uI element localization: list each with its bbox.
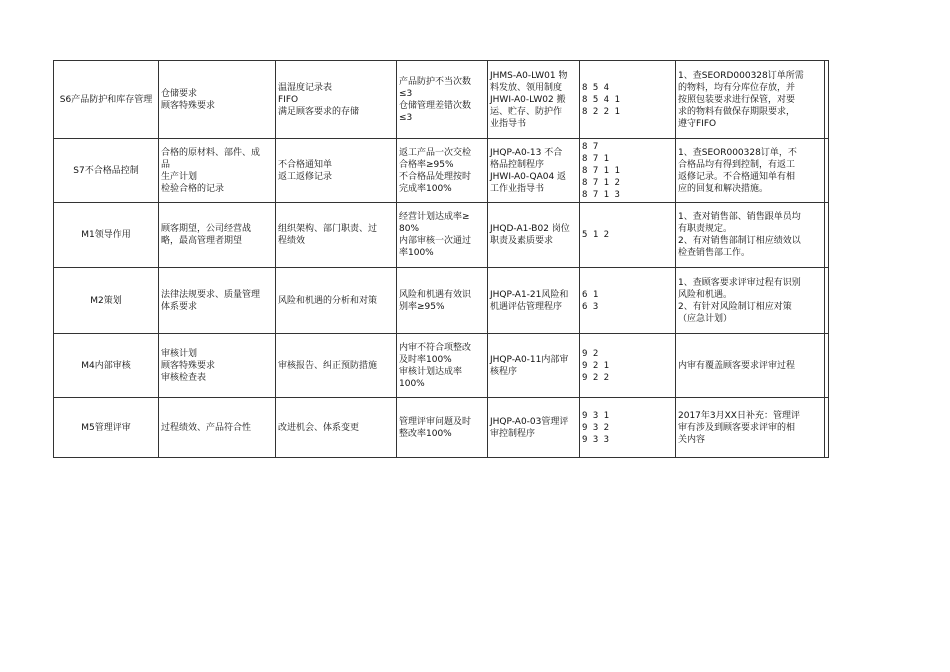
cell-line: 检查销售部工作。 (678, 248, 751, 258)
cell-line: 不合格通知单 (278, 159, 333, 170)
cell-line: JHWI-A0-LW02 搬 (490, 94, 566, 105)
cell-line: 应的回复和解决措施。 (678, 183, 769, 194)
documents-cell (488, 203, 580, 268)
cell-line: 9 3 2 (582, 422, 610, 433)
cell-line: 9 3 3 (582, 434, 610, 445)
clauses-cell (580, 61, 676, 139)
cell-line: 遵守FIFO (678, 118, 717, 129)
remark-cell (825, 203, 829, 268)
cell-line: 顾客特殊要求 (161, 100, 216, 111)
cell-line: 求的物料有做保存期限要求， (678, 106, 796, 117)
cell-line: 别率≥95% (399, 301, 445, 312)
table-row (54, 334, 829, 398)
table-row (54, 139, 829, 203)
cell-line: 8 7 1 1 (582, 165, 620, 176)
cell-line: 核程序 (490, 366, 518, 377)
findings-cell (676, 139, 825, 203)
cell-line: 8 2 2 1 (582, 106, 620, 117)
cell-line: 2、有对销售部制订相应绩效以 (678, 236, 801, 246)
cell-line: 6 3 (582, 301, 599, 312)
cell-line: 8 5 4 1 (582, 94, 620, 105)
cell-line: 职责及素质要求 (490, 236, 554, 246)
cell-line: 仓储要求 (161, 88, 198, 99)
cell-line: 不合格品处理按时 (399, 171, 472, 182)
cell-line: JHWI-A0-QA04 返 (490, 171, 567, 182)
cell-line: 品 (161, 159, 171, 170)
cell-line: 法律法规要求、质量管理 (161, 289, 261, 300)
cell-line: 审核计划 (161, 348, 198, 359)
cell-line: 100% (399, 378, 425, 389)
process-cell: M1领导作用 (54, 203, 159, 268)
cell-line: 返工返修记录 (278, 171, 333, 182)
outputs-cell (276, 203, 397, 268)
cell-line: 审有涉及到顾客要求评审的相 (678, 422, 796, 433)
process-cell: M5管理评审 (54, 398, 159, 458)
table-row (54, 61, 829, 139)
cell-line: 1、查SEOR000328订单，不 (678, 147, 797, 158)
inputs-cell (159, 203, 276, 268)
inputs-cell (159, 268, 276, 334)
findings-cell (676, 61, 825, 139)
kpi-cell (397, 268, 488, 334)
clauses-cell (580, 398, 676, 458)
cell-line: 运、贮存、防护作 (490, 106, 563, 117)
cell-line: 仓储管理差错次数 (399, 100, 472, 111)
clauses-cell (580, 334, 676, 398)
cell-line: JHMS-A0-LW01 物 (490, 70, 568, 81)
cell-line: 审控制程序 (490, 428, 536, 439)
inputs-cell (159, 61, 276, 139)
findings-cell (676, 203, 825, 268)
cell-line: 风险和机遇的分析和对策 (278, 295, 378, 306)
audit-checklist-sheet (53, 60, 829, 458)
cell-line: 整改率100% (399, 428, 452, 439)
cell-line: JHQP-A0-03管理评 (490, 416, 569, 427)
process-cell: S7不合格品控制 (54, 139, 159, 203)
cell-line: 1、查对销售部、销售跟单员均 (678, 212, 801, 222)
cell-line: 5 1 2 (582, 230, 610, 240)
clauses-cell (580, 268, 676, 334)
cell-line: 改进机会、体系变更 (278, 422, 360, 433)
cell-line: 8 5 4 (582, 82, 610, 93)
documents-cell (488, 139, 580, 203)
cell-line: 工作业指导书 (490, 183, 545, 194)
inputs-cell (159, 139, 276, 203)
cell-line: 合格品均有得到控制，有返工 (678, 159, 796, 170)
cell-line: 产品防护不当次数 (399, 76, 472, 87)
cell-line: 9 2 (582, 348, 599, 359)
cell-line: 内审有覆盖顾客要求评审过程 (678, 360, 796, 371)
cell-line: 风险和机遇有效识 (399, 289, 472, 300)
cell-line: 率100% (399, 248, 434, 258)
clauses-cell (580, 203, 676, 268)
cell-line: ≤3 (399, 112, 413, 123)
cell-line: 6 1 (582, 289, 599, 300)
cell-line: JHQP-A1-21风险和 (490, 289, 569, 300)
cell-line: 业指导书 (490, 118, 527, 129)
cell-line: 温湿度记录表 (278, 82, 333, 93)
cell-line: 8 7 (582, 141, 599, 152)
cell-line: 检验合格的记录 (161, 183, 225, 194)
cell-line: FIFO (278, 94, 299, 105)
cell-line: 机遇评估管理程序 (490, 301, 563, 312)
process-cell: M2策划 (54, 268, 159, 334)
cell-line: 关内容 (678, 434, 706, 445)
cell-line: 体系要求 (161, 301, 198, 312)
cell-line: 返修记录。不合格通知单有相 (678, 171, 796, 182)
inputs-cell (159, 398, 276, 458)
clauses-cell (580, 139, 676, 203)
cell-line: 审核计划达成率 (399, 366, 463, 377)
cell-line: 1、查SEORD000328订单所需 (678, 70, 804, 81)
cell-line: 80% (399, 224, 420, 234)
cell-line: 料发放、领用制度 (490, 82, 563, 93)
cell-line: 经营计划达成率≥ (399, 212, 470, 222)
cell-line: 顾客期望，公司经营战 (161, 224, 252, 234)
outputs-cell (276, 268, 397, 334)
cell-line: JHQD-A1-B02 岗位 (490, 224, 570, 234)
cell-line: 9 3 1 (582, 410, 610, 421)
cell-line: JHQP-A0-11内部审 (490, 354, 569, 365)
remark-cell (825, 268, 829, 334)
cell-line: 内审不符合项整改 (399, 342, 472, 353)
cell-line: 组织架构、部门职责、过 (278, 224, 378, 234)
documents-cell (488, 398, 580, 458)
cell-line: 按照包装要求进行保管，对要 (678, 94, 796, 105)
cell-line: 8 7 1 3 (582, 189, 620, 200)
inputs-cell (159, 334, 276, 398)
kpi-cell (397, 139, 488, 203)
audit-checklist-table (53, 60, 829, 458)
findings-cell (676, 334, 825, 398)
cell-line: 合格率≥95% (399, 159, 454, 170)
kpi-cell (397, 398, 488, 458)
table-row (54, 268, 829, 334)
cell-line: 的物料，均有分库位存放，并 (678, 82, 796, 93)
table-row (54, 203, 829, 268)
cell-line: 管理评审问题及时 (399, 416, 472, 427)
cell-line: 略，最高管理者期望 (161, 236, 243, 246)
cell-line: 2、有针对风险制订相应对策 (678, 301, 792, 312)
remark-cell (825, 61, 829, 139)
process-cell: S6产品防护和库存管理 (54, 61, 159, 139)
cell-line: 内部审核一次通过 (399, 236, 472, 246)
cell-line: 审核检查表 (161, 372, 207, 383)
cell-line: 8 7 1 (582, 153, 610, 164)
outputs-cell (276, 398, 397, 458)
cell-line: 9 2 1 (582, 360, 610, 371)
cell-line: 程绩效 (278, 236, 306, 246)
documents-cell (488, 268, 580, 334)
cell-line: 风险和机遇。 (678, 289, 733, 300)
cell-line: 返工产品一次交检 (399, 147, 472, 158)
cell-line: 完成率100% (399, 183, 452, 194)
outputs-cell (276, 334, 397, 398)
kpi-cell (397, 334, 488, 398)
cell-line: 合格的原材料、部件、成 (161, 147, 261, 158)
cell-line: 满足顾客要求的存储 (278, 106, 360, 117)
cell-line: 审核报告、纠正预防措施 (278, 360, 378, 371)
outputs-cell (276, 139, 397, 203)
table-row (54, 398, 829, 458)
cell-line: 及时率100% (399, 354, 452, 365)
remark-cell (825, 398, 829, 458)
kpi-cell (397, 203, 488, 268)
cell-line: （应急计划） (678, 313, 733, 324)
documents-cell (488, 61, 580, 139)
cell-line: 格品控制程序 (490, 159, 545, 170)
cell-line: 生产计划 (161, 171, 198, 182)
cell-line: ≤3 (399, 88, 413, 99)
cell-line: 2017年3月XX日补充：管理评 (678, 410, 800, 421)
kpi-cell (397, 61, 488, 139)
cell-line: JHQP-A0-13 不合 (490, 147, 563, 158)
cell-line: 过程绩效、产品符合性 (161, 422, 252, 433)
remark-cell (825, 334, 829, 398)
documents-cell (488, 334, 580, 398)
process-cell: M4内部审核 (54, 334, 159, 398)
remark-cell (825, 139, 829, 203)
cell-line: 9 2 2 (582, 372, 610, 383)
cell-line: 1、查顾客要求评审过程有识别 (678, 277, 801, 288)
findings-cell (676, 268, 825, 334)
cell-line: 有职责规定。 (678, 224, 733, 234)
outputs-cell (276, 61, 397, 139)
cell-line: 顾客特殊要求 (161, 360, 216, 371)
findings-cell (676, 398, 825, 458)
cell-line: 8 7 1 2 (582, 177, 620, 188)
